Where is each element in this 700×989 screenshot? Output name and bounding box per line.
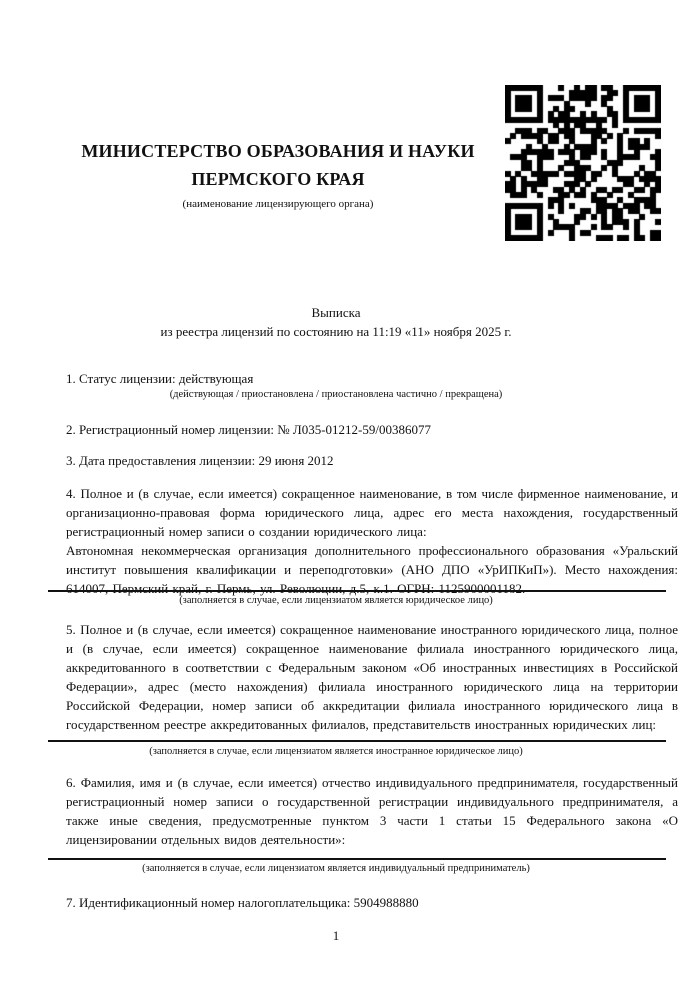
legal-entity-value: Автономная некоммерческая организация дополнительного профессионального образования «Уральский институт повышения квалификации и переподготовки» (АНО ДПО «УрИПКиП»). Место нахождения: 614007, Пермский край, г. Пермь, ул. Революции, д.5, к.1. ОГРН: 1125900001182. [66,543,678,596]
ministry-header [66,137,490,211]
document-title-line2: из реестра лицензий по состоянию на 11:19 «11» ноября 2025 г. [160,324,512,339]
document-title [66,303,606,341]
licensing-authority-caption: (наименование лицензирующего органа) [182,198,374,210]
foreign-entity-caption: (заполняется в случае, если лицензиатом является иностранное юридическое лицо) [149,746,523,757]
document-title-line1: Выписка [311,305,361,320]
field-legal-entity [66,484,678,598]
field-inn: 7. Идентификационный номер налогоплательщика: 5904988880 [66,895,419,910]
individual-entrepreneur-caption: (заполняется в случае, если лицензиатом является индивидуальный предприниматель) [142,863,530,874]
license-status-options-caption: (действующая / приостановлена / приостановлена частично / прекращена) [169,389,503,400]
qr-code-image [505,85,661,241]
field-registration-number: 2. Регистрационный номер лицензии: № Л035-01212-59/00386077 [66,422,432,437]
field-individual-entrepreneur [66,773,678,849]
foreign-entity-fill-line [48,740,666,742]
individual-entrepreneur-fill-line [48,858,666,860]
qr-code [505,85,661,241]
legal-entity-caption: (заполняется в случае, если лицензиатом является юридическое лицо) [179,595,493,606]
ministry-name-line2: ПЕРМСКОГО КРАЯ [191,169,365,189]
individual-entrepreneur-paragraph: 6. Фамилия, имя и (в случае, если имеется) отчество индивидуального предпринимателя, государственный регистрационный номер записи о государственной регистрации индивидуального предпринимателя, а также иные сведения, предусмотренные пунктом 3 части 1 статьи 15 Федерального закона «О лицензировании отдельных видов деятельности»: [66,775,678,847]
foreign-entity-paragraph: 5. Полное и (в случае, если имеется) сокращенное наименование иностранного юридического лица, полное и (в случае, если имеется) сокращенное наименование филиала иностранного юридического лица, аккредитованного в соответствии с Федеральным законом «Об иностранных инвестициях в Российской Федерации», адрес (место нахождения) филиала иностранного юридического лица на территории Российской Федерации, номер записи об аккредитации филиала иностранного юридического лица в государственном реестре аккредитованных филиалов, представительств иностранных юридических лиц: [66,622,678,732]
legal-entity-paragraph: 4. Полное и (в случае, если имеется) сокращенное наименование, в том числе фирменное наименование, и организационно-правовая форма юридического лица, адрес его места нахождения, государственный регистрационный номер записи о создании юридического лица: [66,486,678,539]
ministry-name-line1: МИНИСТЕРСТВО ОБРАЗОВАНИЯ И НАУКИ [81,141,475,161]
field-grant-date: 3. Дата предоставления лицензии: 29 июня 2012 [66,453,334,468]
page-number: 1 [332,928,340,943]
legal-entity-fill-line [48,590,666,592]
field-foreign-entity [66,620,678,734]
field-license-status: 1. Статус лицензии: действующая [66,371,254,386]
